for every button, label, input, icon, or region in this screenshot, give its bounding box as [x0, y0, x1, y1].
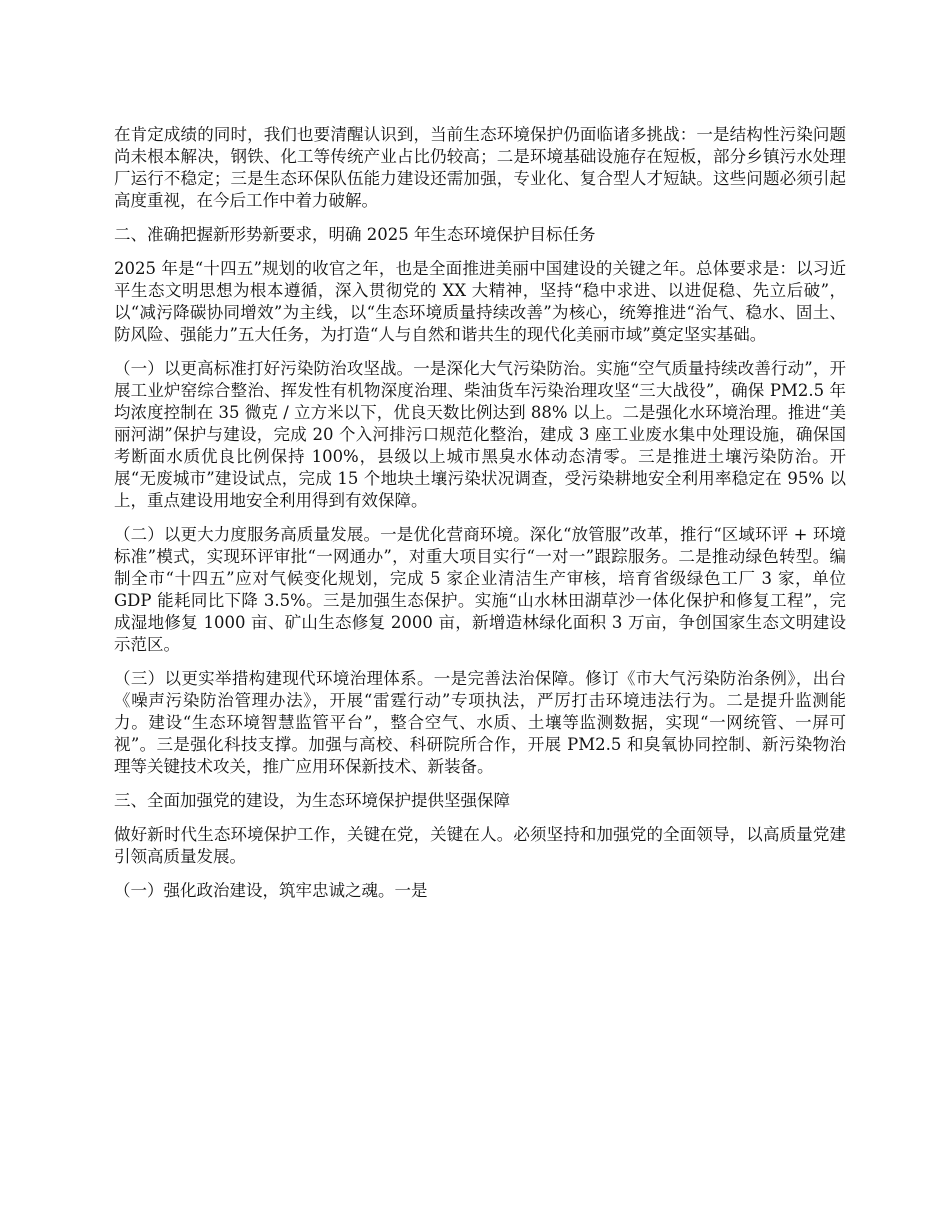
paragraph-political-construction: （一）强化政治建设，筑牢忠诚之魂。一是	[114, 881, 428, 900]
section-heading-3: 三、全面加强党的建设，为生态环境保护提供坚强保障	[114, 791, 510, 810]
paragraph-governance-system: （三）以更实举措构建现代环境治理体系。一是完善法治保障。修订《市大气污染防治条例》，出台《噪声污染防治管理办法》，开展“雷霆行动”专项执法，严厉打击环境违法行为。二是提升监测能力。建设“生态环境智慧监管平台”，整合空气、水质、土壤等监测数据，实现“一网统管、一屏可视”。三是强化科技支撑。加强与高校、科研院所合作，开展 PM2.5 和臭氧协同控制、新污染物治理等关键技术攻关，推广应用环保新技术、新装备。	[114, 669, 846, 776]
paragraph-challenges: 在肯定成绩的同时，我们也要清醒认识到，当前生态环境保护仍面临诸多挑战：一是结构性污染问题尚未根本解决，钢铁、化工等传统产业占比仍较高；二是环境基础设施存在短板，部分乡镇污水处理厂运行不稳定；三是生态环保队伍能力建设还需加强，专业化、复合型人才短缺。这些问题必须引起高度重视，在今后工作中着力破解。	[114, 125, 846, 210]
paragraph-party-leadership: 做好新时代生态环境保护工作，关键在党，关键在人。必须坚持和加强党的全面领导，以高质量党建引领高质量发展。	[114, 825, 846, 866]
paragraph-pollution-control: （一）以更高标准打好污染防治攻坚战。一是深化大气污染防治。实施“空气质量持续改善行动”，开展工业炉窑综合整治、挥发性有机物深度治理、柴油货车污染治理攻坚“三大战役”，确保 PM2.5 年均浓度控制在 35 微克 / 立方米以下，优良天数比例达到 88% 以上。二是强化水环境治理。推进“美丽河湖”保护与建设，完成 20 个入河排污口规范化整治，建成 3 座工业废水集中处理设施，确保国考断面水质优良比例保持 100%，县级以上城市黑臭水体动态清零。三是推进土壤污染防治。开展“无废城市”建设试点，完成 15 个地块土壤污染状况调查，受污染耕地安全利用率稳定在 95% 以上，重点建设用地安全利用得到有效保障。	[114, 359, 846, 510]
paragraph-high-quality-development: （二）以更大力度服务高质量发展。一是优化营商环境。深化“放管服”改革，推行“区域环评 + 环境标准”模式，实现环评审批“一网通办”，对重大项目实行“一对一”跟踪服务。二是推动绿色转型。编制全市“十四五”应对气候变化规划，完成 5 家企业清洁生产审核，培育省级绿色工厂 3 家，单位 GDP 能耗同比下降 3.5%。三是加强生态保护。实施“山水林田湖草沙一体化保护和修复工程”，完成湿地修复 1000 亩、矿山生态修复 2000 亩，新增造林绿化面积 3 万亩，争创国家生态文明建设示范区。	[114, 525, 846, 654]
paragraph-overall-requirements: 2025 年是“十四五”规划的收官之年，也是全面推进美丽中国建设的关键之年。总体要求是：以习近平生态文明思想为根本遵循，深入贯彻党的 XX 大精神，坚持“稳中求进、以进促稳、先立后破”，以“减污降碳协同增效”为主线，以“生态环境质量持续改善”为核心，统筹推进“治气、稳水、固土、防风险、强能力”五大任务，为打造“人与自然和谐共生的现代化美丽市域”奠定坚实基础。	[114, 259, 846, 344]
section-heading-2: 二、准确把握新形势新要求，明确 2025 年生态环境保护目标任务	[114, 225, 596, 244]
document-body	[114, 124, 846, 914]
